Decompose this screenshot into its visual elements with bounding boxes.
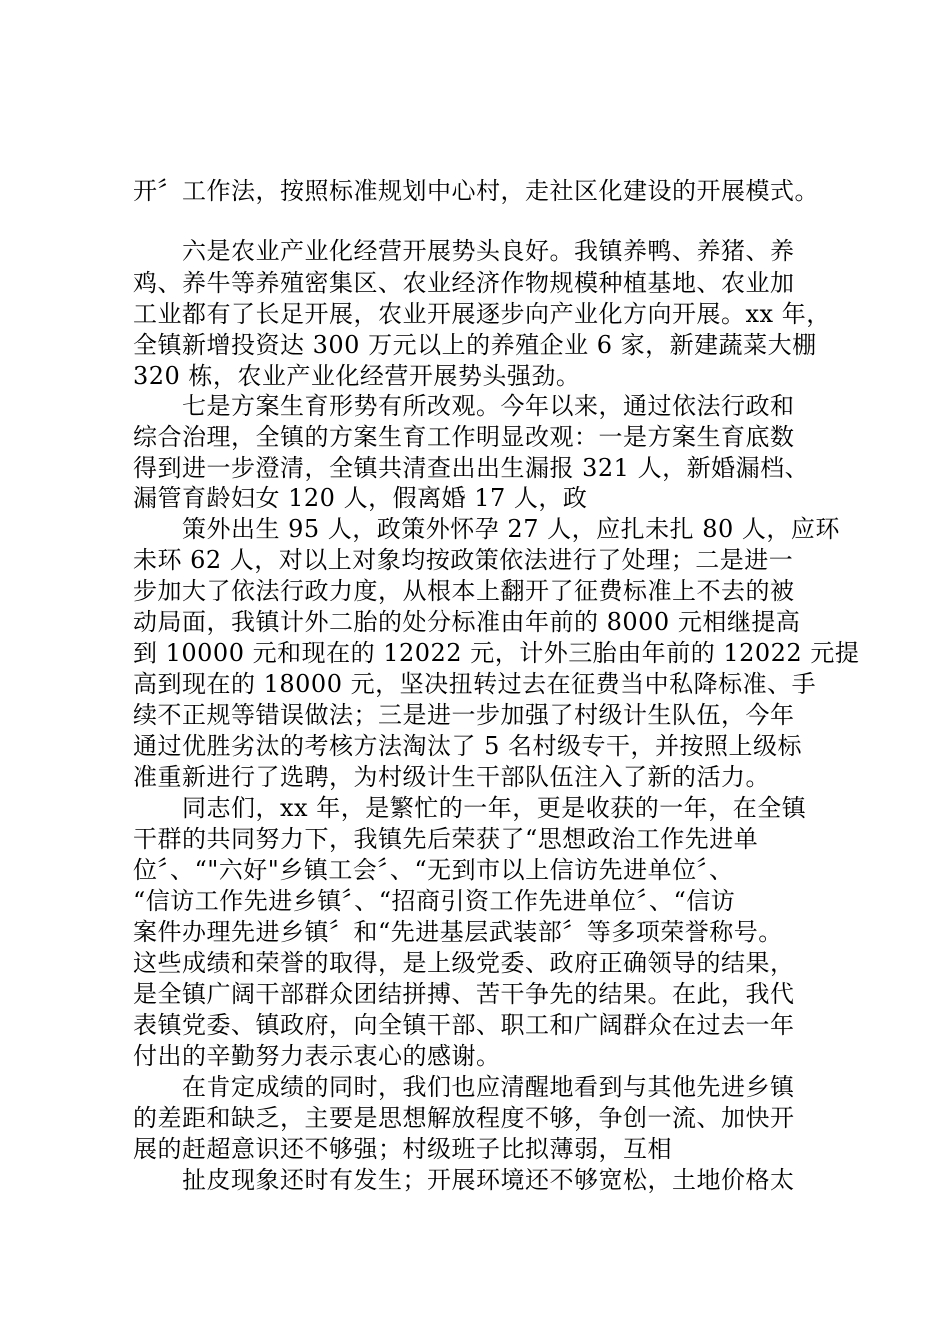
text-line: 干群的共同努力下，我镇先后荣获了“思想政治工作先进单 [133,825,759,853]
text-line: 工业都有了长足开展，农业开展逐步向产业化方向开展。xx 年， [133,300,831,328]
text-line: 鸡、养牛等养殖密集区、农业经济作物规模种植基地、农业加 [133,269,795,297]
text-line: 动局面，我镇计外二胎的处分标准由年前的 8000 元相继提高 [133,608,801,636]
paragraph-start-line: 七是方案生育形势有所改观。今年以来，通过依法行政和 [182,392,795,420]
text-line: 得到进一步澄清，全镇共清查出出生漏报 321 人，新婚漏档、 [133,454,810,482]
text-line: 这些成绩和荣誉的取得，是上级党委、政府正确领导的结果， [133,949,795,977]
text-line: 开〞工作法，按照标准规划中心村，走社区化建设的开展模式。 [133,177,819,205]
text-line: 表镇党委、镇政府，向全镇干部、职工和广阔群众在过去一年 [133,1011,795,1039]
text-line: 付出的辛勤努力表示衷心的感谢。 [133,1042,501,1070]
text-line: 全镇新增投资达 300 万元以上的养殖企业 6 家，新建蔬菜大棚 [133,331,817,359]
text-line: 通过优胜劣汰的考核方法淘汰了 5 名村级专干，并按照上级标 [133,732,803,760]
text-line: 准重新进行了选聘，为村级计生干部队伍注入了新的活力。 [133,763,770,791]
text-line: “信访工作先进乡镇〞、“招商引资工作先进单位〞、“信访 [133,887,736,915]
text-line: 320 栋，农业产业化经营开展势头强劲。 [133,362,581,390]
text-line: 到 10000 元和现在的 12022 元，计外三胎由年前的 12022 元提 [133,639,860,667]
text-line: 展的赶超意识还不够强；村级班子比拟薄弱，互相 [133,1135,672,1163]
text-line: 高到现在的 18000 元，坚决扭转过去在征费当中私降标准、手 [133,670,817,698]
text-line: 步加大了依法行政力度，从根本上翻开了征费标准上不去的被 [133,577,795,605]
text-line: 案件办理先进乡镇〞和“先进基层武装部〞等多项荣誉称号。 [133,918,783,946]
paragraph-start-line: 在肯定成绩的同时，我们也应清醒地看到与其他先进乡镇 [182,1073,795,1101]
paragraph-start-line: 六是农业产业化经营开展势头良好。我镇养鸭、养猪、养 [182,237,795,265]
text-line: 综合治理，全镇的方案生育工作明显改观：一是方案生育底数 [133,423,795,451]
text-line: 位〞、“"六好"乡镇工会〞、“无到市以上信访先进单位〞、 [133,856,734,884]
text-line: 的差距和缺乏，主要是思想解放程度不够，争创一流、加快开 [133,1104,795,1132]
text-line: 续不正规等错误做法；三是进一步加强了村级计生队伍，今年 [133,701,795,729]
paragraph-start-line: 同志们，xx 年，是繁忙的一年，更是收获的一年，在全镇 [182,794,807,822]
paragraph-start-line: 策外出生 95 人，政策外怀孕 27 人，应扎未扎 80 人，应环 [182,515,840,543]
text-line: 是全镇广阔干部群众团结拼搏、苦干争先的结果。在此，我代 [133,980,795,1008]
text-line: 漏管育龄妇女 120 人，假离婚 17 人，政 [133,484,588,512]
text-line: 未环 62 人，对以上对象均按政策依法进行了处理；二是进一 [133,546,794,574]
paragraph-start-line: 扯皮现象还时有发生；开展环境还不够宽松，土地价格太 [182,1166,795,1194]
